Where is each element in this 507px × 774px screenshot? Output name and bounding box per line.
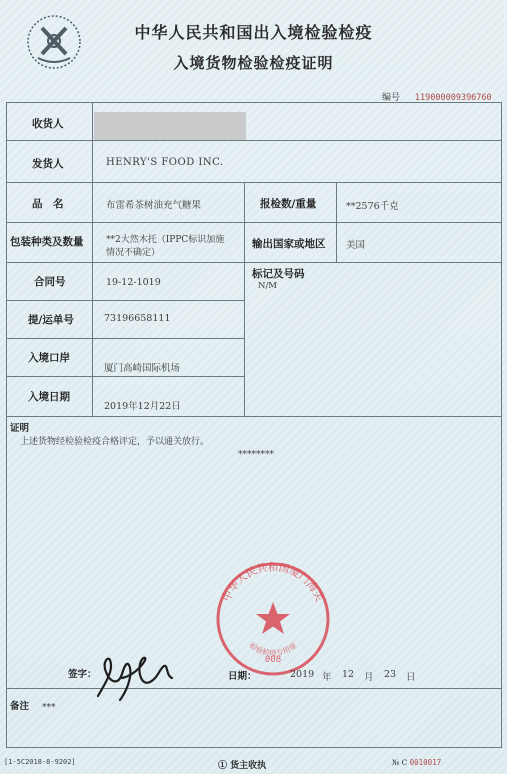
row-divider <box>6 300 244 301</box>
row-divider <box>6 338 244 339</box>
document-subtitle: 入境货物检验检疫证明 <box>173 54 334 72</box>
signoff-day: 23 <box>384 669 397 680</box>
remarks-value: *** <box>42 703 56 713</box>
document-number-value: 0010017 <box>409 758 442 767</box>
document-number-label: № C <box>392 758 408 767</box>
row-divider <box>6 222 502 223</box>
entry-date-value: 2019年12月22日 <box>104 401 181 412</box>
stamp-top-text: 中华人民共和国厦门海关 <box>220 561 326 604</box>
signoff-year: 2019 <box>290 669 315 680</box>
certification-stars: ******** <box>238 450 274 460</box>
stamp-code: 008 <box>264 655 282 665</box>
packing-label: 包装种类及数量 <box>10 236 84 248</box>
document-title: 中华人民共和国出入境检验检疫 <box>134 23 373 42</box>
remarks-label: 备注 <box>10 701 30 712</box>
packing-value-line1: **2大然木托（IPPC标识加施 <box>106 235 225 245</box>
entry-port-label: 入境口岸 <box>28 352 70 364</box>
product-name-value: 布雷希茶树油充气糖果 <box>106 200 202 211</box>
signoff-month: 12 <box>342 669 355 680</box>
consignor-label: 发货人 <box>32 158 64 170</box>
signoff-year-unit: 年 <box>322 672 332 683</box>
product-name-label: 品 名 <box>32 198 64 210</box>
stamp-star-icon <box>256 602 290 634</box>
consignor-value: HENRY'S FOOD INC. <box>106 157 224 168</box>
contract-number-value: 19-12-1019 <box>106 277 161 288</box>
contract-number-label: 合同号 <box>34 276 66 288</box>
certification-statement: 上述货物经检验检疫合格评定，予以通关放行。 <box>20 437 210 447</box>
consignee-label: 收货人 <box>32 118 64 130</box>
date-label: 日期： <box>228 671 257 682</box>
row-divider <box>6 688 502 689</box>
row-divider <box>6 376 244 377</box>
row-divider <box>6 182 502 183</box>
marks-label: 标记及号码 <box>252 268 305 280</box>
signoff-month-unit: 月 <box>364 672 374 683</box>
packing-value-line2: 情况不确定） <box>106 248 161 258</box>
form-code: [1-5C2018-8-9202] <box>4 758 76 766</box>
signoff-day-unit: 日 <box>406 672 416 683</box>
origin-country-value: 美国 <box>346 240 366 251</box>
bill-of-lading-label: 提/运单号 <box>28 314 74 326</box>
column-divider <box>336 182 337 262</box>
column-divider <box>92 102 93 416</box>
quantity-weight-label: 报检数/重量 <box>260 198 317 210</box>
consignee-redacted-value <box>94 112 246 140</box>
stamp-bottom-text: 检验检疫专用章 <box>247 640 299 658</box>
handwritten-signature <box>92 652 180 704</box>
entry-date-label: 入境日期 <box>28 391 70 403</box>
official-seal-stamp <box>214 560 332 678</box>
serial-label: 编号 <box>382 93 401 103</box>
origin-country-label: 输出国家或地区 <box>252 238 326 250</box>
serial-value: 119000009396760 <box>414 93 492 103</box>
copy-designation: ① 货主收执 <box>218 761 267 771</box>
svg-text:中华人民共和国厦门海关 <box>220 561 326 604</box>
signature-label: 签字： <box>68 669 97 680</box>
marks-value: N/M <box>258 281 278 291</box>
entry-port-value: 厦门高崎国际机场 <box>104 363 181 374</box>
column-divider <box>244 182 245 416</box>
row-divider <box>6 416 502 417</box>
row-divider <box>6 262 502 263</box>
quantity-weight-value: **2576千克 <box>346 201 399 212</box>
bill-of-lading-value: 73196658111 <box>104 313 171 324</box>
document-number <box>392 758 441 767</box>
row-divider <box>6 140 502 141</box>
certification-heading: 证明 <box>10 423 30 434</box>
